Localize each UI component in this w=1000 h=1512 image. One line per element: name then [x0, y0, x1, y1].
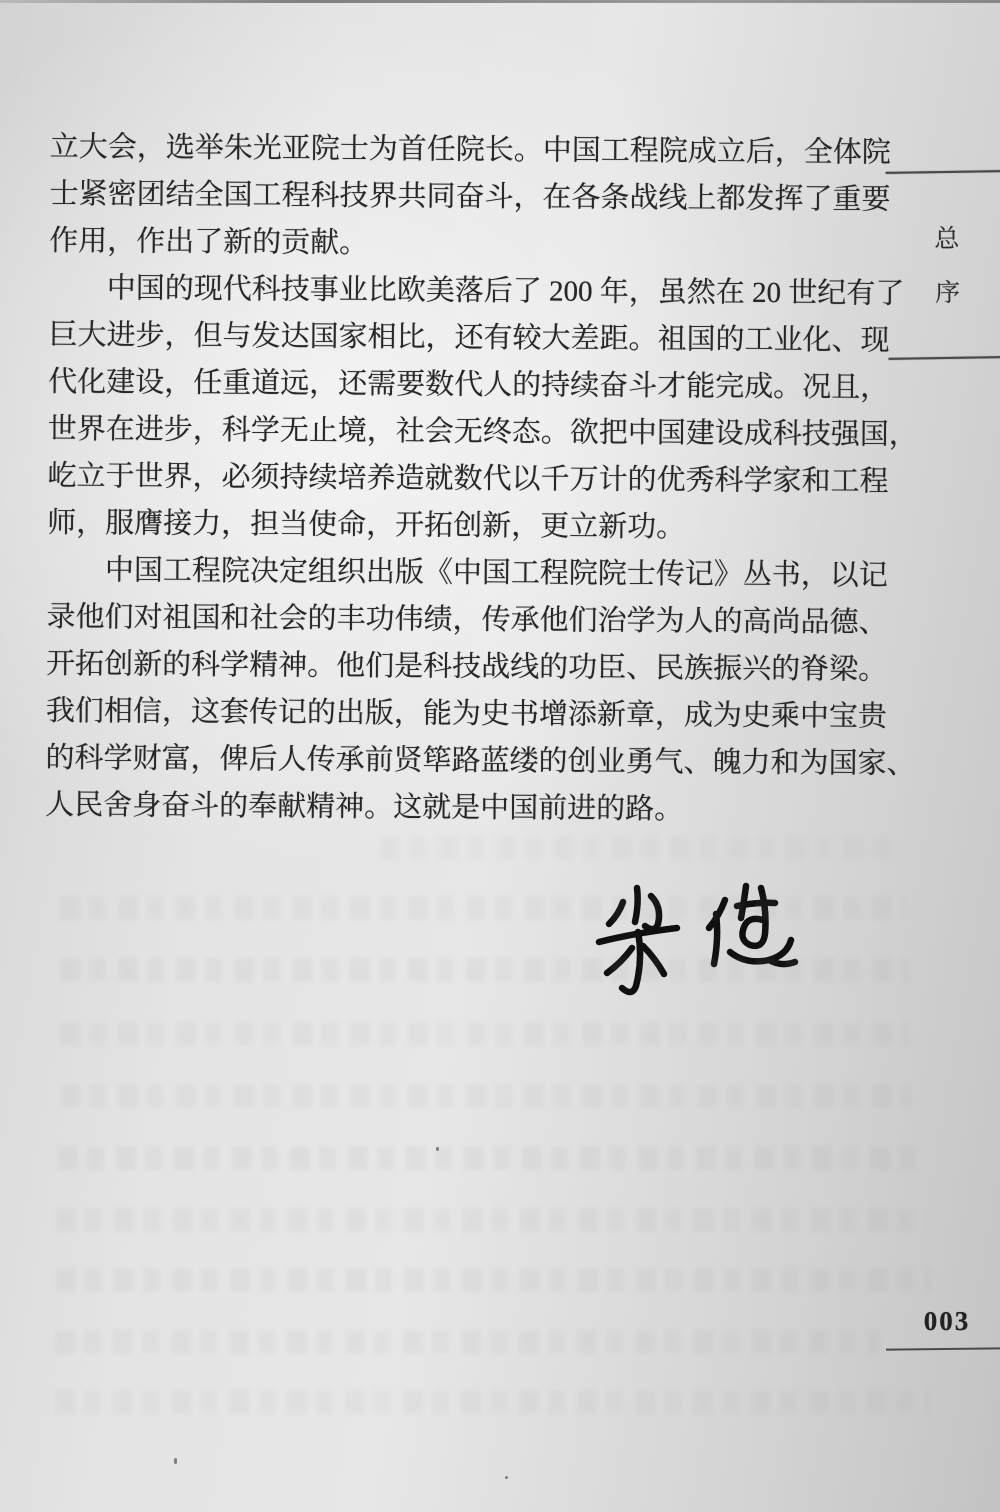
- margin-rule-bottom: [889, 356, 1000, 360]
- body-line: 人民舍身奋斗的奉献精神。这就是中国前进的路。: [45, 788, 684, 826]
- scan-speck: [436, 1147, 439, 1151]
- body-line: 的科学财富，俾后人传承前贤筚路蓝缕的创业勇气、魄力和为国家、: [45, 741, 916, 781]
- body-line: 立大会，选举朱光亚院士为首任院长。中国工程院成立后，全体院: [49, 130, 891, 169]
- body-line: 作用，作出了新的贡献。: [49, 224, 369, 260]
- body-line: 世界在进步，科学无止境，社会无终态。欲把中国建设成科技强国，: [47, 412, 918, 452]
- margin-rule-top: [886, 170, 1000, 174]
- body-line: 士紧密团结全国工程科技界共同奋斗，在各条战线上都发挥了重要: [49, 177, 891, 216]
- body-line: 中国的现代科技事业比欧美落后了 200 年，虽然在 20 世纪有了: [106, 272, 905, 310]
- bleedthrough-line: [380, 836, 900, 860]
- margin-label-char: 序: [934, 279, 961, 308]
- scan-top-edge: [0, 0, 1000, 3]
- margin-chapter-label: [878, 0, 1000, 402]
- bleedthrough-line: [58, 1146, 920, 1170]
- body-line: 师，服膺接力，担当使命，开拓创新，更立新功。: [47, 506, 686, 544]
- bleedthrough-line: [55, 1390, 930, 1414]
- page-number: 003: [923, 1306, 971, 1336]
- body-line: 巨大进步，但与发达国家相比，还有较大差距。祖国的工业化、现: [48, 318, 890, 357]
- bleedthrough-line: [56, 1268, 930, 1292]
- bleedthrough-line: [55, 1330, 880, 1354]
- bleedthrough-line: [60, 1022, 910, 1046]
- preface-body-text: [45, 124, 918, 835]
- page-number-rule: [886, 1347, 1000, 1350]
- signature-song-jian: [583, 862, 809, 1018]
- body-line: 开拓创新的科学精神。他们是科技战线的功臣、民族振兴的脊梁。: [46, 647, 888, 686]
- scan-speck: [505, 1476, 508, 1479]
- body-line: 代化建设，任重道远，还需要数代人的持续奋斗才能完成。况且，: [48, 365, 890, 404]
- bleedthrough-line: [56, 1208, 928, 1232]
- scan-speck: [174, 1458, 177, 1464]
- bleedthrough-line: [60, 1084, 912, 1108]
- body-line: 录他们对祖国和社会的丰功伟绩，传承他们治学为人的高尚品德、: [46, 600, 888, 639]
- body-line: 我们相信，这套传记的出版，能为史书增添新章，成为史乘中宝贵: [45, 694, 888, 733]
- body-line: 屹立于世界，必须持续培养造就数代以千万计的优秀科学家和工程: [47, 459, 889, 498]
- body-line: 中国工程院决定组织出版《中国工程院院士传记》丛书，以记: [104, 554, 888, 592]
- margin-label-char: 总: [934, 225, 960, 254]
